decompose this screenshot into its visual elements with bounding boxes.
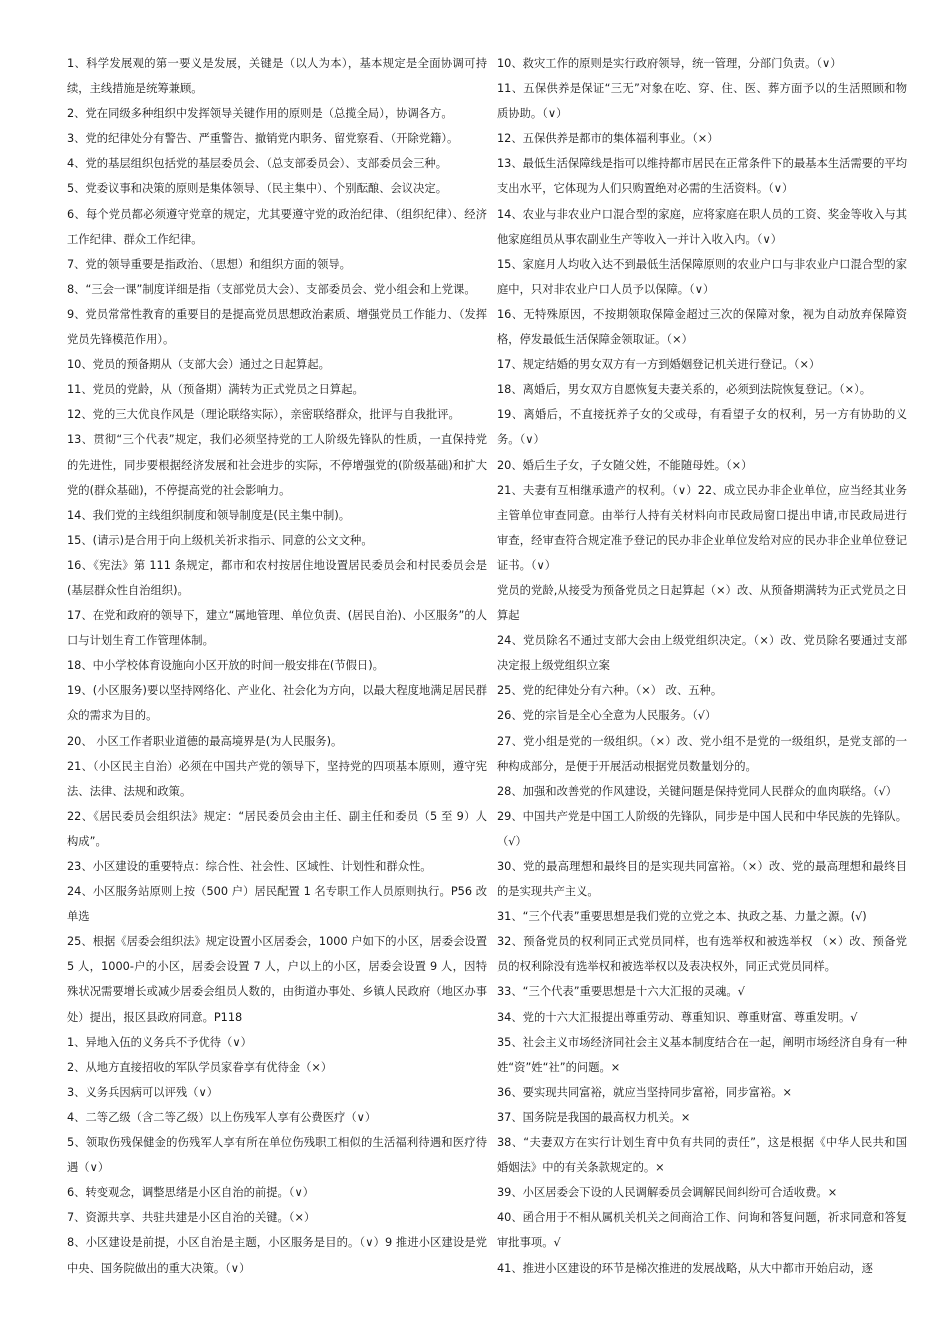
- question-item: 24、党员除名不通过支部大会由上级党组织决定。（×）改、党员除名要通过支部决定报上级党组织立案: [497, 634, 907, 673]
- question-item: 12、党的三大优良作风是（理论联络实际），亲密联络群众，批评与自我批评。: [67, 408, 460, 422]
- question-item: 14、我们党的主线组织制度和领导制度是(民主集中制)。: [67, 508, 351, 522]
- question-item: 19、离婚后，不直接抚养子女的父或母，有看望子女的权利，另一方有协助的义务。（∨）: [497, 408, 907, 447]
- question-item: 34、党的十六大汇报提出尊重劳动、尊重知识、尊重财富、尊重发明。√: [497, 1010, 858, 1024]
- question-item: 15、家庭月人均收入达不到最低生活保障原则的农业户口与非农业户口混合型的家庭中，只对非农业户口人员予以保障。（∨）: [497, 257, 907, 296]
- question-item: 35、社会主义市场经济同社会主义基本制度结合在一起，阐明市场经济自身有一种姓“资”姓“社”的问题。×: [497, 1035, 907, 1074]
- question-item: 7、党的领导重要是指政治、（思想）和组织方面的领导。: [67, 257, 351, 271]
- question-item: 33、“三个代表”重要思想是十六大汇报的灵魂。√: [497, 985, 745, 999]
- question-item: 6、每个党员都必须遵守党章的规定，尤其要遵守党的政治纪律、（组织纪律）、经济工作纪律、群众工作纪律。: [67, 207, 487, 246]
- question-item: 39、小区居委会下设的人民调解委员会调解民间纠纷可合适收费。×: [497, 1186, 838, 1200]
- question-item: 9、党员常常性教育的重要目的是提高党员思想政治素质、增强党员工作能力、（发挥党员先锋模范作用）。: [67, 307, 487, 347]
- question-item: 10、党员的预备期从（支部大会）通过之日起算起。: [67, 358, 330, 372]
- question-item: 21、（小区民主自治）必须在中国共产党的领导下，坚持党的四项基本原则，遵守宪法、法律、法规和政策。: [67, 759, 487, 798]
- question-item: 17、规定结婚的男女双方有一方到婚姻登记机关进行登记。（×）: [497, 358, 821, 372]
- question-item: 20、 小区工作者职业道德的最高境界是(为人民服务)。: [67, 734, 343, 748]
- question-item: 27、党小组是党的一级组织。（×）改、党小组不是党的一级组织，是党支部的一种构成部分，是便于开展活动根据党员数量划分的。: [497, 734, 907, 773]
- question-item: 28、加强和改善党的作风建设，关键问题是保持党同人民群众的血肉联络。（√）: [497, 784, 898, 798]
- right-column: [497, 51, 907, 1281]
- left-column: [67, 51, 487, 1281]
- question-item: 16、《宪法》第 111 条规定，都市和农村按居住地设置居民委员会和村民委员会是(基层群众性自治组织)。: [67, 558, 487, 597]
- question-item: 24、小区服务站原则上按（500 户）居民配置 1 名专职工作人员原则执行。P56 改单选: [67, 885, 487, 924]
- question-item: 17、在党和政府的领导下，建立“属地管理、单位负责、(居民自治)、小区服务”的人口与计划生育工作管理体制。: [67, 609, 487, 648]
- question-item: 党员的党龄,从接受为预备党员之日起算起（×）改、从预备期满转为正式党员之日算起: [497, 583, 907, 623]
- question-item: 38、“夫妻双方在实行计划生育中负有共同的责任”，这是根据《中华人民共和国婚姻法》中的有关条款规定的。×: [497, 1136, 907, 1175]
- question-item: 18、离婚后，男女双方自愿恢复夫妻关系的，必须到法院恢复登记。（×）。: [497, 383, 872, 397]
- question-item: 25、党的纪律处分有六种。（×） 改、五种。: [497, 684, 723, 698]
- question-item: 2、党在同级多种组织中发挥领导关键作用的原则是（总揽全局），协调各方。: [67, 107, 453, 121]
- question-item: 5、党委议事和决策的原则是集体领导、（民主集中）、个别酝酿、会议决定。: [67, 182, 447, 196]
- question-item: 11、党员的党龄，从（预备期）满转为正式党员之日算起。: [67, 383, 364, 397]
- question-item: 7、资源共享、共驻共建是小区自治的关键。（×）: [67, 1211, 316, 1225]
- question-item: 13、最低生活保障线是指可以维持都市居民在正常条件下的最基本生活需要的平均支出水平，它体现为人们只购置绝对必需的生活资料。（∨）: [497, 157, 907, 196]
- question-item: 26、党的宗旨是全心全意为人民服务。（√）: [497, 709, 717, 723]
- question-item: 40、函合用于不相从属机关机关之间商洽工作、问询和答复问题，祈求同意和答复审批事项。√: [497, 1211, 907, 1250]
- question-item: 5、领取伤残保健金的伤残军人享有所在单位伤残职工相似的生活福利待遇和医疗待遇（∨）: [67, 1136, 487, 1175]
- question-item: 32、预备党员的权利同正式党员同样，也有选举权和被选举权 （×）改、预备党员的权利除没有选举权和被选举权以及表决权外，同正式党员同样。: [497, 935, 907, 974]
- question-item: 10、救灾工作的原则是实行政府领导，统一管理，分部门负责。（∨）: [497, 57, 842, 70]
- question-item: 16、无特殊原因，不按期领取保障金超过三次的保障对象，视为自动放弃保障资格，停发最低生活保障金领取证。（×）: [497, 307, 907, 347]
- question-item: 11、五保供养是保证“三无”对象在吃、穿、住、医、葬方面予以的生活照顾和物质协助。（∨）: [497, 82, 907, 121]
- question-item: 15、(请示)是合用于向上级机关祈求指示、同意的公文文种。: [67, 533, 373, 547]
- question-item: 36、要实现共同富裕，就应当坚持同步富裕，同步富裕。×: [497, 1085, 792, 1099]
- question-item: 4、二等乙级（含二等乙级）以上伤残军人享有公费医疗（∨）: [67, 1110, 377, 1124]
- question-item: 21、夫妻有互相继承遗产的权利。（∨）22、成立民办非企业单位，应当经其业务主管单位审查同意。由举行人持有关材料向市民政局窗口提出申请,市民政局进行审查，经审查符合规定准予登记的民办非企业单位发给对应的民办非企业单位登记证书。（∨）: [497, 483, 907, 572]
- question-item: 13、贯彻“三个代表”规定，我们必须坚持党的工人阶级先锋队的性质，一直保持党的先进性，同步要根据经济发展和社会进步的实际，不停增强党的(阶级基础)和扩大党的(群众基础)，不停提高党的社会影响力。: [67, 433, 487, 497]
- question-item: 3、党的纪律处分有警告、严重警告、撤销党内职务、留党察看、（开除党籍）。: [67, 132, 459, 146]
- question-item: 19、(小区服务)要以坚持网络化、产业化、社会化为方向，以最大程度地满足居民群众的需求为目的。: [67, 684, 487, 723]
- question-item: 20、婚后生子女，子女随父姓，不能随母姓。（×）: [497, 458, 753, 472]
- question-item: 41、推进小区建设的环节是梯次推进的发展战略，从大中都市开始启动，逐: [497, 1261, 873, 1275]
- question-item: 37、国务院是我国的最高权力机关。×: [497, 1110, 691, 1124]
- question-item: 2、从地方直接招收的军队学员家眷享有优待金（×）: [67, 1060, 333, 1074]
- question-item: 4、党的基层组织包括党的基层委员会、（总支部委员会）、支部委员会三种。: [67, 157, 447, 171]
- question-item: 31、“三个代表”重要思想是我们党的立党之本、执政之基、力量之源。(√): [497, 910, 867, 924]
- question-item: 30、党的最高理想和最终目的是实现共同富裕。（×）改、党的最高理想和最终目的是实现共产主义。: [497, 860, 907, 899]
- question-item: 1、异地入伍的义务兵不予优待（∨）: [67, 1035, 252, 1049]
- question-item: 1、科学发展观的第一要义是发展，关键是（以人为本），基本规定是全面协调可持续，主线措施是统筹兼顾。: [67, 57, 487, 96]
- question-item: 6、转变观念，调整思绪是小区自治的前提。（∨）: [67, 1186, 315, 1200]
- question-item: 8、小区建设是前提，小区自治是主题，小区服务是目的。（∨）9 推进小区建设是党中央、国务院做出的重大决策。（∨）: [67, 1236, 487, 1275]
- question-item: 23、小区建设的重要特点：综合性、社会性、区域性、计划性和群众性。: [67, 860, 432, 873]
- question-item: 18、中小学校体育设施向小区开放的时间一般安排在(节假日)。: [67, 659, 384, 673]
- question-item: 22、《居民委员会组织法》规定：“居民委员会由主任、副主任和委员（5 至 9）人构成”。: [67, 809, 487, 848]
- question-item: 29、中国共产党是中国工人阶级的先锋队，同步是中国人民和中华民族的先锋队。（√）: [497, 809, 907, 848]
- question-item: 8、“三会一课”制度详细是指（支部党员大会）、支部委员会、党小组会和上党课。: [67, 282, 476, 296]
- question-item: 25、根据《居委会组织法》规定设置小区居委会，1000 户如下的小区，居委会设置 5 人，1000-户的小区，居委会设置 7 人，户以上的小区，居委会设置 9 人，因特殊状况需要增长或减少居委会组员人数的，由街道办事处、乡镇人民政府（地区办事处）提出，报区县政府同意。P118: [67, 935, 487, 1024]
- question-item: 12、五保供养是都市的集体福利事业。（×）: [497, 132, 719, 146]
- question-item: 14、农业与非农业户口混合型的家庭，应将家庭在职人员的工资、奖金等收入与其他家庭组员从事农副业生产等收入一并计入收入内。（∨）: [497, 207, 907, 246]
- question-item: 3、义务兵因病可以评残（∨）: [67, 1085, 219, 1099]
